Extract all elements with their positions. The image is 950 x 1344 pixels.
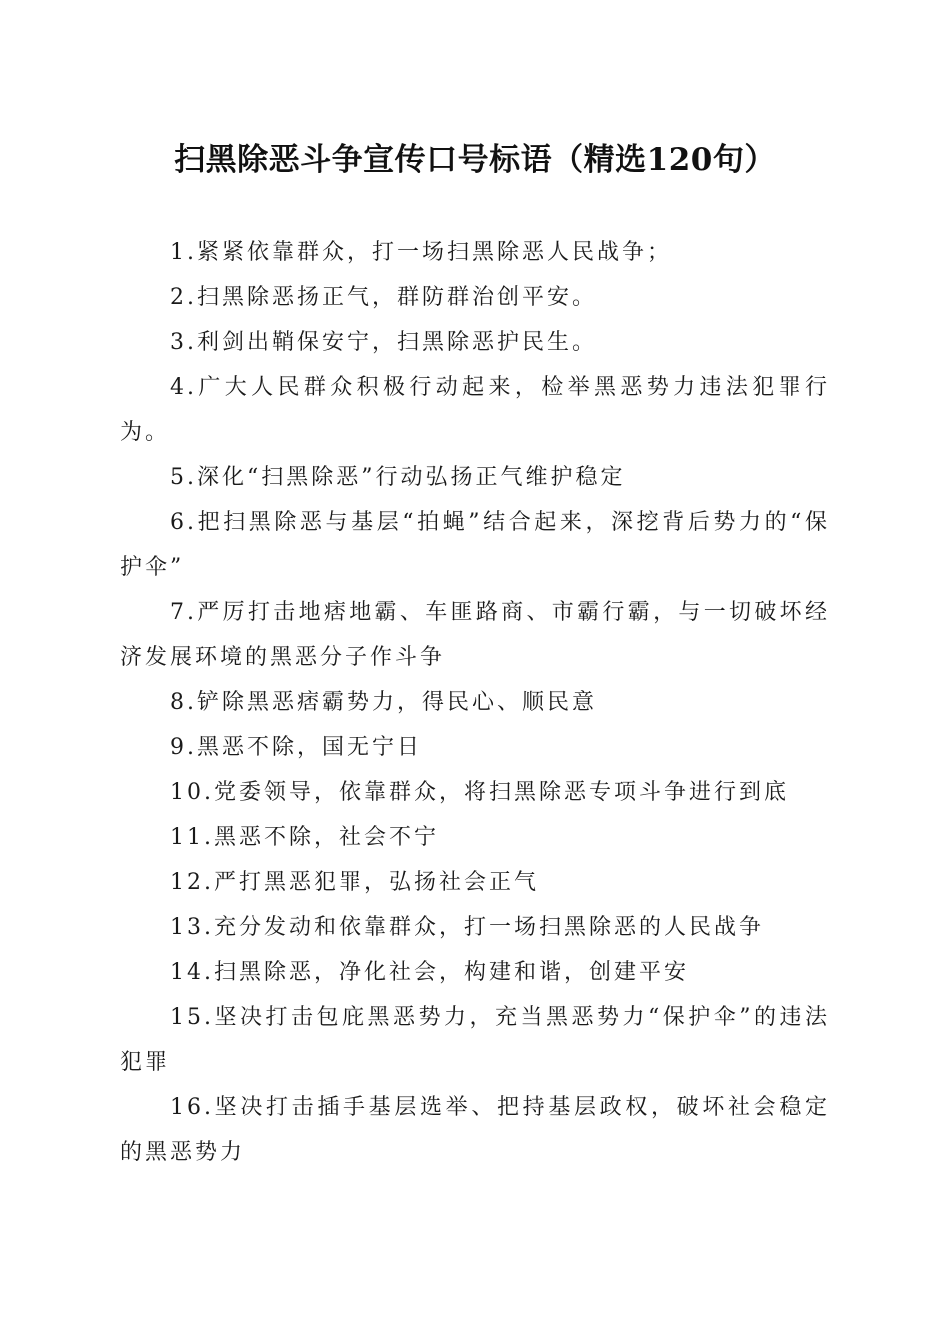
slogan-item-8: 8.铲除黑恶痞霸势力，得民心、顺民意 xyxy=(170,690,597,715)
slogan-item-12: 12.严打黑恶犯罪，弘扬社会正气 xyxy=(170,870,539,895)
slogan-item-4: 4.广大人民群众积极行动起来，检举黑恶势力违法犯罪行为。 xyxy=(120,375,830,445)
slogan-list xyxy=(120,230,830,1175)
slogan-item-6: 6.把扫黑除恶与基层“拍蝇”结合起来，深挖背后势力的“保护伞” xyxy=(120,510,830,580)
slogan-item-15: 15.坚决打击包庇黑恶势力，充当黑恶势力“保护伞”的违法犯罪 xyxy=(120,1005,830,1075)
slogan-item-13: 13.充分发动和依靠群众，打一场扫黑除恶的人民战争 xyxy=(170,915,764,940)
slogan-item-14: 14.扫黑除恶，净化社会，构建和谐，创建平安 xyxy=(170,960,689,985)
slogan-item-7: 7.严厉打击地痞地霸、车匪路商、市霸行霸，与一切破坏经济发展环境的黑恶分子作斗争 xyxy=(120,600,830,670)
slogan-item-9: 9.黑恶不除，国无宁日 xyxy=(170,735,422,760)
slogan-item-11: 11.黑恶不除，社会不宁 xyxy=(170,825,439,850)
slogan-item-16: 16.坚决打击插手基层选举、把持基层政权，破坏社会稳定的黑恶势力 xyxy=(120,1095,830,1165)
slogan-item-1: 1.紧紧依靠群众，打一场扫黑除恶人民战争； xyxy=(170,240,672,265)
slogan-item-10: 10.党委领导，依靠群众，将扫黑除恶专项斗争进行到底 xyxy=(170,780,789,805)
slogan-item-5: 5.深化“扫黑除恶”行动弘扬正气维护稳定 xyxy=(170,465,626,490)
slogan-item-2: 2.扫黑除恶扬正气，群防群治创平安。 xyxy=(170,285,597,310)
slogan-item-3: 3.利剑出鞘保安宁，扫黑除恶护民生。 xyxy=(170,330,597,355)
document-title: 扫黑除恶斗争宣传口号标语（精选120句） xyxy=(174,142,776,178)
